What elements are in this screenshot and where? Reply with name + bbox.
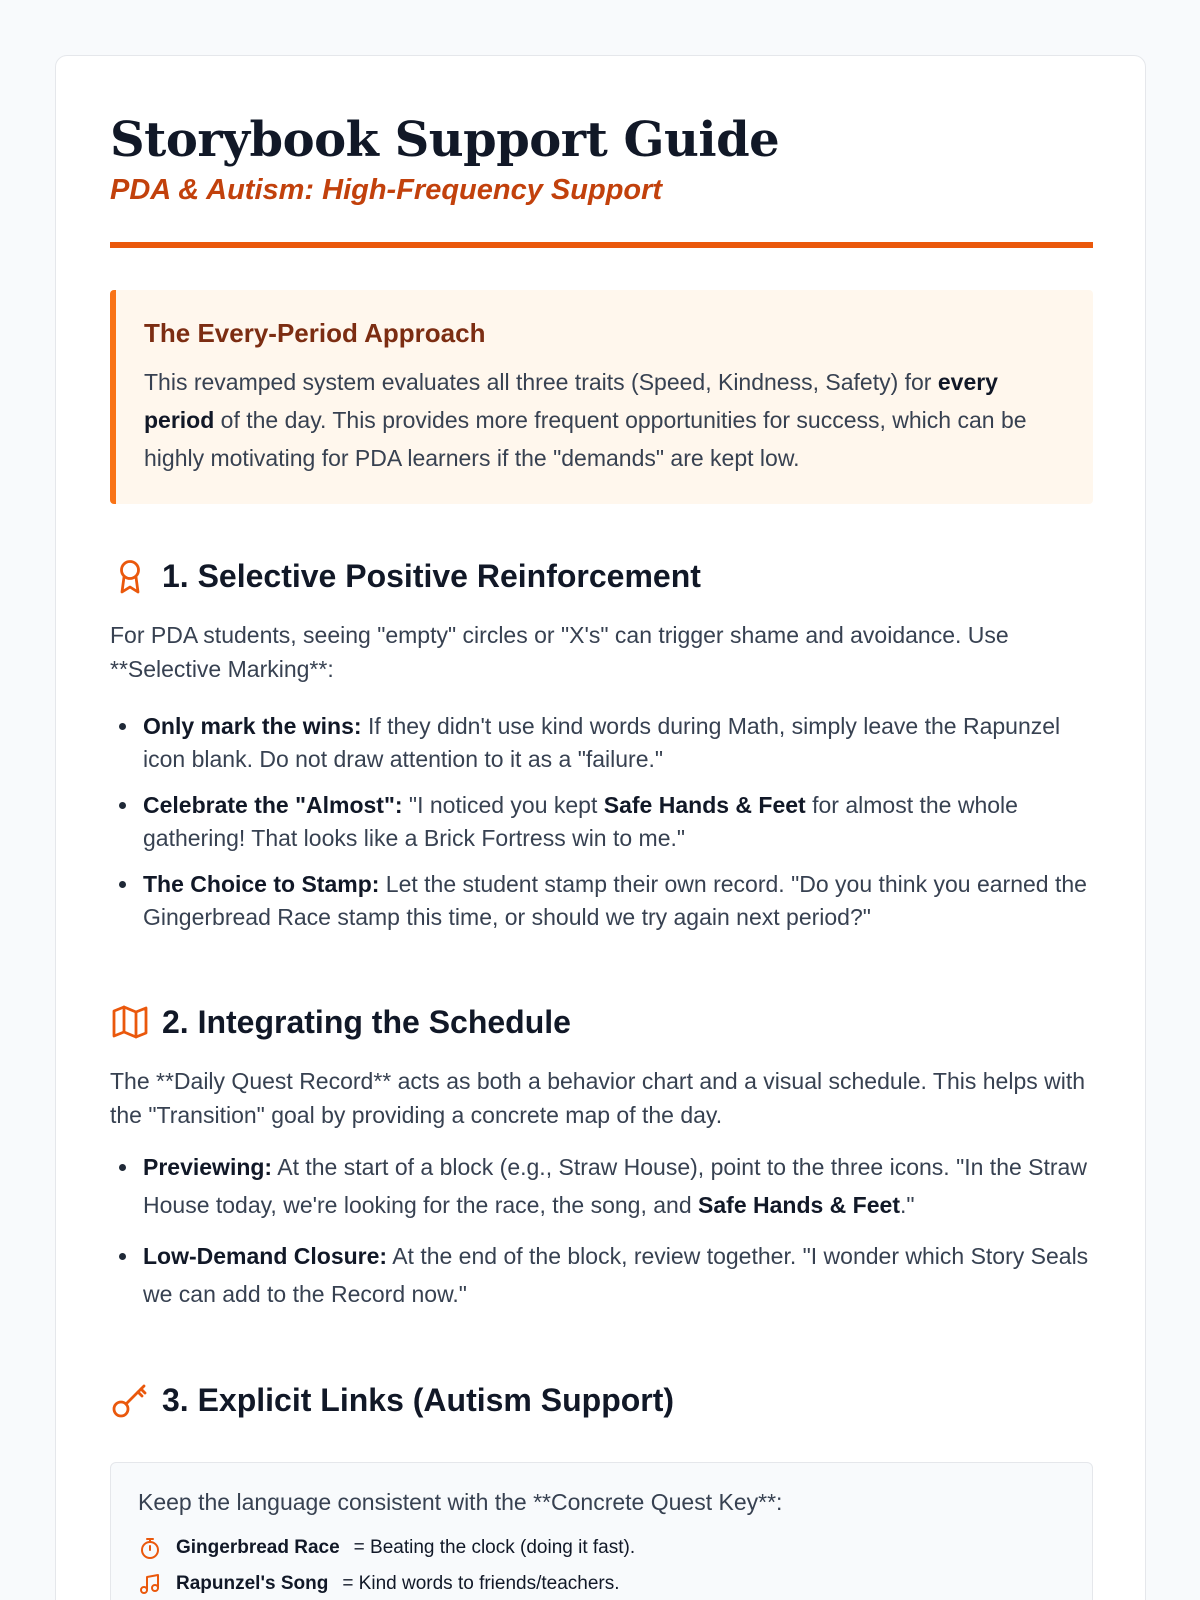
- section-title: 1. Selective Positive Reinforcement: [162, 557, 701, 594]
- quest-key-name: Gingerbread Race: [176, 1537, 340, 1558]
- reinforcement-list: [110, 710, 1093, 947]
- quest-key-meaning: = Beating the clock (doing it fast).: [353, 1537, 636, 1558]
- music-note-icon: [138, 1572, 162, 1596]
- list-item: Low-Demand Closure: At the end of the block, review together. "I wonder which Story Seals we can add to the Record now.": [110, 1237, 1093, 1313]
- quest-key-meaning: = Kind words to friends/teachers.: [342, 1573, 620, 1594]
- page-title: Storybook Support Guide: [110, 112, 780, 168]
- guide-card: [55, 55, 1146, 1600]
- list-item: Previewing: At the start of a block (e.g., Straw House), point to the three icons. "In the Straw House today, we're looking for the race, the song, and Safe Hands & Feet.": [110, 1148, 1093, 1224]
- stopwatch-icon: [138, 1536, 162, 1560]
- approach-callout: [110, 290, 1093, 504]
- section-intro: The **Daily Quest Record** acts as both a behavior chart and a visual schedule. This helps with the "Transition" goal by providing a concrete map of the day.: [110, 1068, 1086, 1128]
- title-divider: [110, 242, 1093, 248]
- section-heading-reinforcement: [110, 554, 701, 598]
- section-heading-schedule: [110, 1000, 571, 1044]
- page-subtitle: PDA & Autism: High-Frequency Support: [110, 174, 663, 206]
- key-icon: [110, 1380, 150, 1420]
- quest-key-box: [110, 1462, 1093, 1600]
- callout-title: The Every-Period Approach: [144, 318, 486, 348]
- section-title: 2. Integrating the Schedule: [162, 1003, 571, 1040]
- quest-key-name: Rapunzel's Song: [176, 1573, 329, 1594]
- award-ribbon-icon: [110, 556, 150, 596]
- section-title: 3. Explicit Links (Autism Support): [162, 1381, 675, 1418]
- list-item: Only mark the wins: If they didn't use kind words during Math, simply leave the Rapunzel icon blank. Do not draw attention to it as a "failure.": [110, 710, 1093, 776]
- list-item: Celebrate the "Almost": "I noticed you kept Safe Hands & Feet for almost the whole gathering! That looks like a Brick Fortress win to me.": [110, 789, 1093, 855]
- schedule-list: [110, 1148, 1093, 1326]
- map-icon: [110, 1002, 150, 1042]
- quest-key-row: [138, 1530, 1065, 1566]
- quest-key-intro: Keep the language consistent with the **Concrete Quest Key**:: [138, 1489, 783, 1515]
- section-heading-links: [110, 1378, 674, 1422]
- section-intro: For PDA students, seeing "empty" circles or "X's" can trigger shame and avoidance. Use **Selective Marking**:: [110, 622, 1009, 682]
- callout-text: This revamped system evaluates all three traits (Speed, Kindness, Safety) for every period of the day. This provides more frequent opportunities for success, which can be highly motivating for PDA learners if the "demands" are kept low.: [144, 369, 1027, 471]
- list-item: The Choice to Stamp: Let the student stamp their own record. "Do you think you earned the Gingerbread Race stamp this time, or should we try again next period?": [110, 868, 1093, 934]
- quest-key-row: [138, 1566, 1065, 1600]
